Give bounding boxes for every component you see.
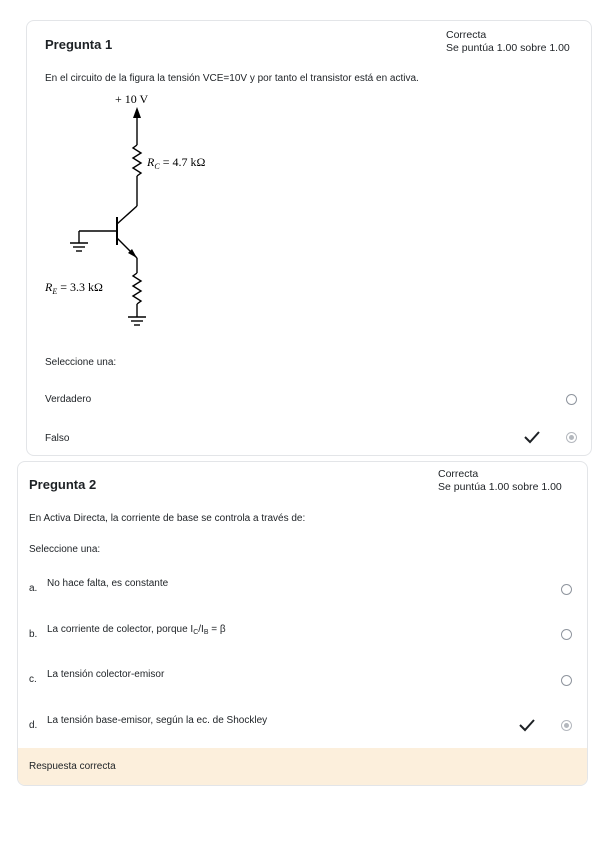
question-1-title: Pregunta 1 [45, 37, 113, 52]
base-ground-symbol [70, 243, 88, 251]
question-2-status [438, 468, 562, 494]
q1-option-verdadero-radio[interactable] [566, 394, 577, 405]
question-1-statement: En el circuito de la figura la tensión VCE=10V y por tanto el transistor está en activa. [45, 73, 419, 84]
q2-option-c-letter: c. [29, 674, 37, 685]
q1-option-falso-radio[interactable] [566, 432, 577, 443]
correct-check-icon [523, 430, 541, 444]
question-1-card [26, 20, 592, 456]
supply-label: + 10 V [115, 93, 149, 106]
q2-option-b-letter: b. [29, 629, 38, 640]
transistor-circuit-figure [37, 93, 237, 333]
re-resistor [133, 273, 141, 304]
question-1-score: Se puntúa 1.00 sobre 1.00 [446, 42, 570, 54]
feedback-text: Respuesta correcta [29, 761, 116, 772]
q2-option-d-radio[interactable] [561, 720, 572, 731]
emitter-ground-symbol [128, 317, 146, 325]
rc-resistor [133, 145, 141, 176]
question-2-card [17, 461, 588, 786]
feedback-banner [18, 748, 588, 786]
supply-arrow [133, 107, 141, 118]
rc-label: $R_C = 4.7$ kΩ [147, 155, 206, 171]
q2-option-c-radio[interactable] [561, 675, 572, 686]
question-1-select-prompt: Seleccione una: [45, 357, 117, 368]
question-2-statement: En Activa Directa, la corriente de base se controla a través de: [29, 513, 306, 524]
q2-option-d-letter: d. [29, 720, 38, 731]
q2-option-a-letter: a. [29, 583, 38, 594]
correct-check-icon [518, 718, 536, 732]
re-label: $R_E = 3.3$ kΩ [45, 280, 103, 296]
q2-option-d-label[interactable]: La tensión base-emisor, según la ec. de Shockley [47, 715, 268, 726]
question-2-score: Se puntúa 1.00 sobre 1.00 [438, 481, 562, 493]
question-2-status-state: Correcta [438, 468, 479, 480]
collector-lead [117, 206, 137, 224]
question-2-title: Pregunta 2 [29, 477, 97, 492]
q1-option-verdadero-label[interactable]: Verdadero [45, 394, 92, 405]
q1-option-falso-label[interactable]: Falso [45, 433, 70, 444]
q2-option-c-label[interactable]: La tensión colector-emisor [47, 669, 165, 680]
q2-option-a-label[interactable]: No hace falta, es constante [47, 578, 169, 589]
q2-option-b-label[interactable]: La corriente de colector, porque $I_C/I_B = \beta$ [47, 624, 226, 636]
question-2-select-prompt: Seleccione una: [29, 544, 101, 555]
q2-option-a-radio[interactable] [561, 584, 572, 595]
q2-option-b-radio[interactable] [561, 629, 572, 640]
question-1-status-state: Correcta [446, 29, 487, 41]
question-1-status [446, 29, 570, 55]
